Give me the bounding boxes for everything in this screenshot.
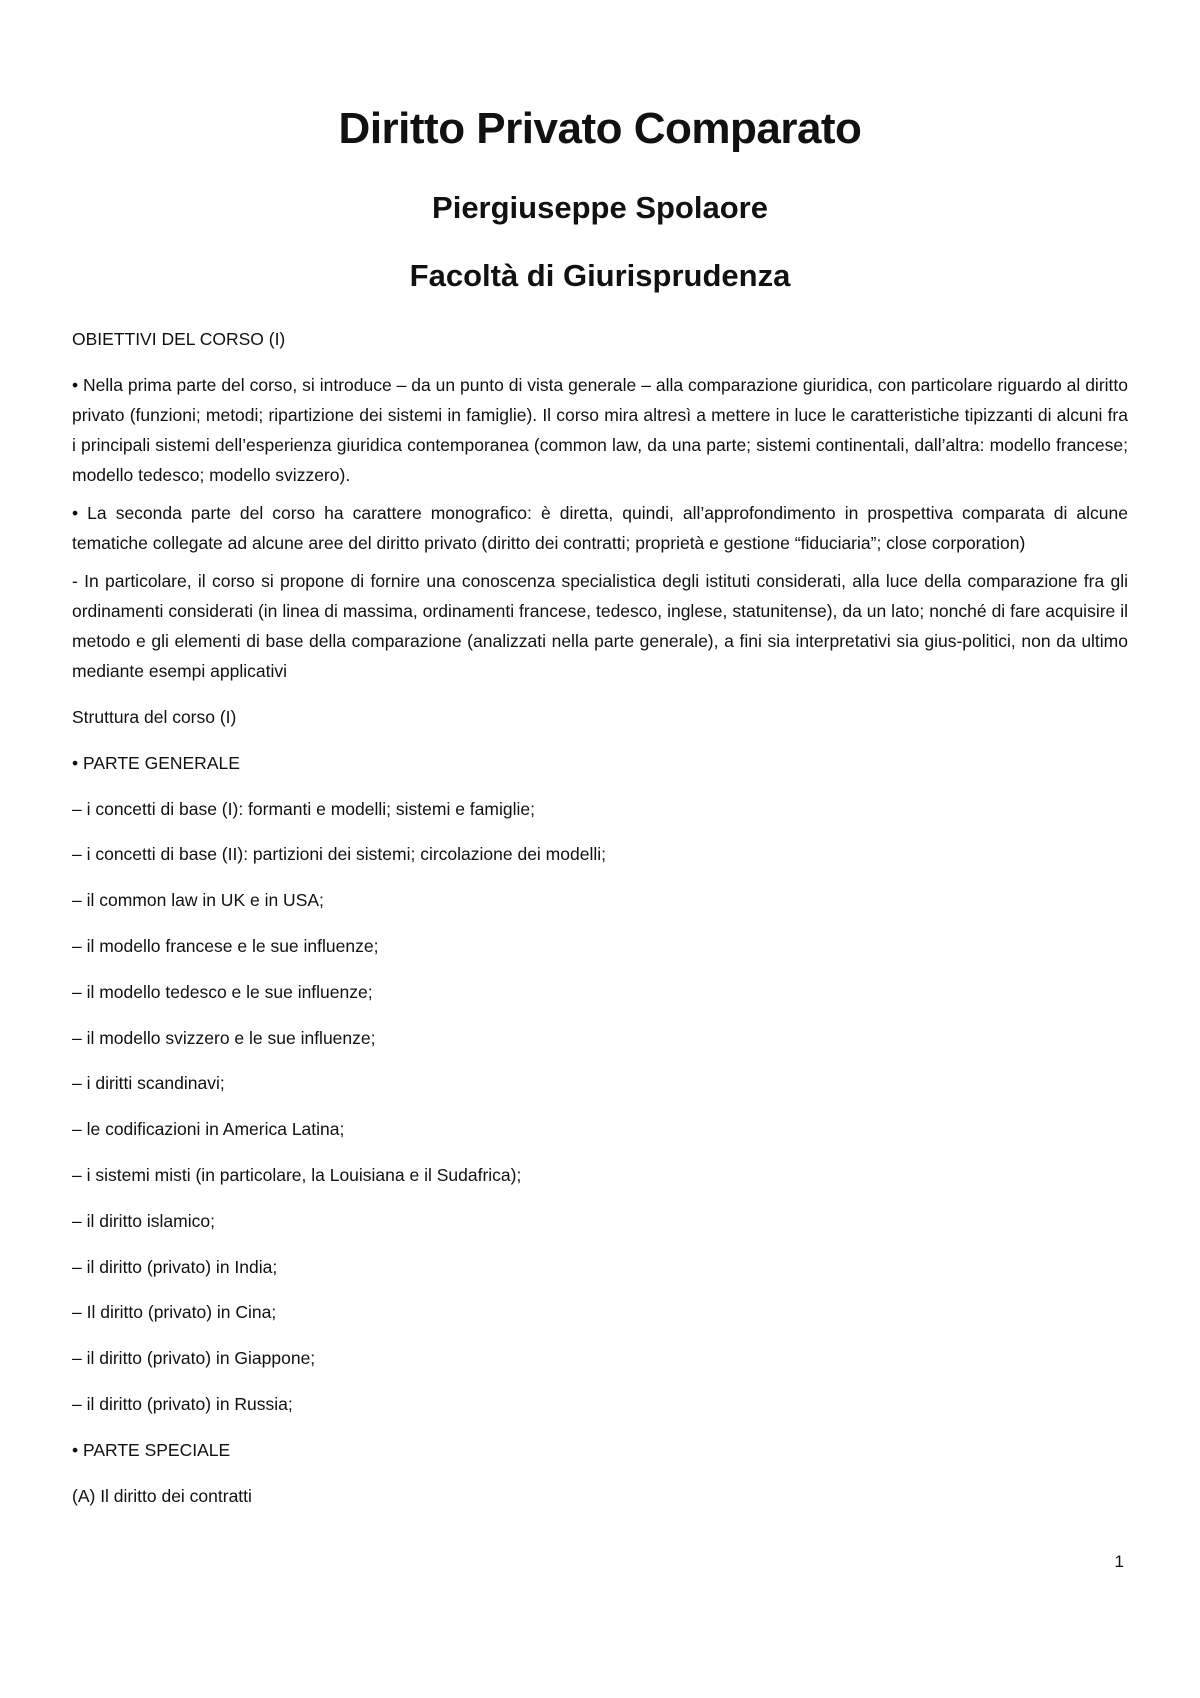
objective-paragraph-3: - In particolare, il corso si propone di fornire una conoscenza specialistica degli istituti considerati, alla luce della comparazione fra gli ordinamenti considerati (in linea di massima, ordinamenti francese, tedesco, inglese, statunitense), da un lato; nonché di fare acquisire il metodo e gli elementi di base della comparazione (analizzati nella parte generale), a fini sia interpretativi sia gius-politici, non da ultimo mediante esempi applicativi (72, 571, 1128, 681)
list-item: – il modello svizzero e le sue influenze; (72, 1027, 376, 1048)
author-name: Piergiuseppe Spolaore (432, 190, 768, 225)
list-item: – il diritto islamico; (72, 1210, 215, 1231)
list-item: – il diritto (privato) in Giappone; (72, 1348, 316, 1369)
list-item: – il diritto (privato) in Russia; (72, 1393, 293, 1414)
special-part-heading: • PARTE SPECIALE (72, 1439, 231, 1460)
list-item: – il diritto (privato) in India; (72, 1256, 278, 1277)
list-item: – il modello tedesco e le sue influenze; (72, 981, 373, 1002)
objectives-heading: OBIETTIVI DEL CORSO (I) (72, 329, 286, 349)
list-item: – Il diritto (privato) in Cina; (72, 1302, 277, 1323)
document-body (72, 324, 1128, 1511)
list-item: – il modello francese e le sue influenze; (72, 935, 379, 956)
list-item: – il common law in UK e in USA; (72, 890, 324, 911)
objective-paragraph-1: • Nella prima parte del corso, si introduce – da un punto di vista generale – alla comparazione giuridica, con particolare riguardo al diritto privato (funzioni; metodi; ripartizione dei sistemi in famiglie). Il corso mira altresì a mettere in luce le caratteristiche tipizzanti di alcuni fra i principali sistemi dell’esperienza giuridica contemporanea (common law, da una parte; sistemi continentali, dall’altra: modello francese; modello tedesco; modello svizzero). (72, 375, 1128, 485)
page-number: 1 (1114, 1552, 1124, 1571)
structure-heading: Struttura del corso (I) (72, 707, 237, 727)
list-item: – i concetti di base (II): partizioni dei sistemi; circolazione dei modelli; (72, 844, 606, 865)
list-item: – i diritti scandinavi; (72, 1073, 225, 1094)
faculty-name: Facoltà di Giurisprudenza (409, 258, 791, 293)
list-item: – le codificazioni in America Latina; (72, 1119, 345, 1140)
objective-paragraph-2: • La seconda parte del corso ha carattere monografico: è diretta, quindi, all’approfondimento in prospettiva comparata di alcune tematiche collegate ad alcune aree del diritto privato (diritto dei contratti; proprietà e gestione “fiduciaria”; close corporation) (72, 503, 1128, 553)
list-item: – i sistemi misti (in particolare, la Louisiana e il Sudafrica); (72, 1164, 522, 1185)
list-item: – i concetti di base (I): formanti e modelli; sistemi e famiglie; (72, 798, 535, 819)
general-part-heading: • PARTE GENERALE (72, 752, 240, 773)
special-item-a: (A) Il diritto dei contratti (72, 1485, 252, 1506)
document-title: Diritto Privato Comparato (338, 104, 862, 153)
